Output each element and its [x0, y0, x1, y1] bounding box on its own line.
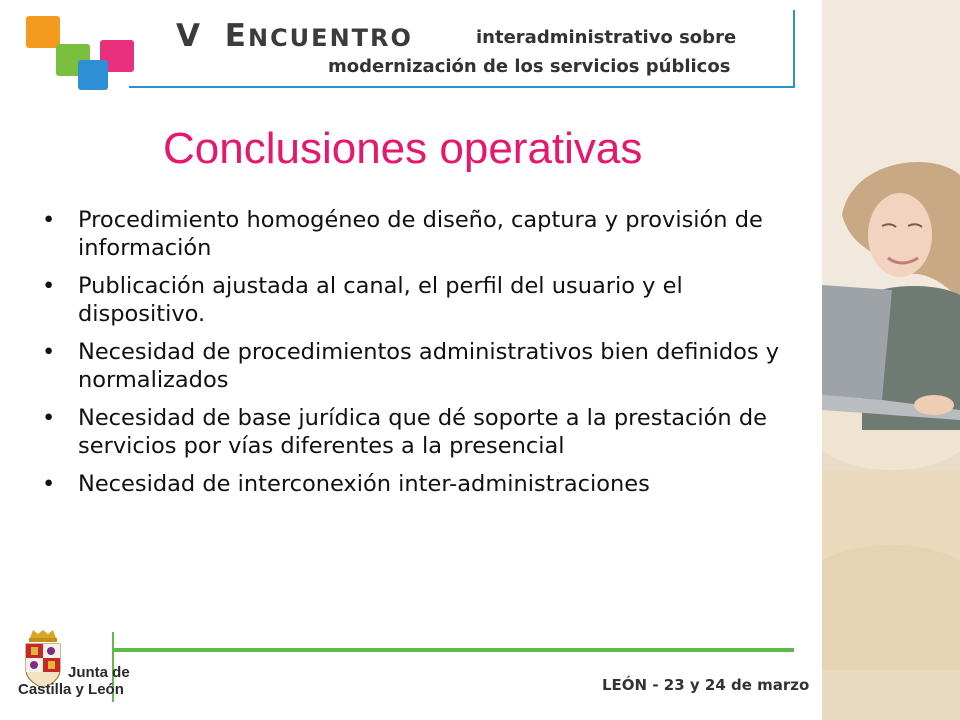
bullet-text: Necesidad de interconexión inter-administraciones: [78, 471, 650, 497]
bullet-item: [40, 404, 800, 460]
bullet-item: [40, 272, 800, 328]
header-vertical-divider: [793, 10, 795, 88]
blue-square: [78, 60, 108, 90]
event-title-numeral: V: [176, 18, 202, 54]
bullet-dot: •: [42, 273, 56, 299]
slide-title: Conclusiones operativas: [163, 124, 643, 173]
bullet-dot: •: [42, 339, 56, 365]
bullet-dot: •: [42, 405, 56, 431]
bullet-item: [40, 470, 800, 498]
event-logo-squares: [26, 16, 138, 92]
bullet-text: Necesidad de base jurídica que dé soporte a la prestación de servicios por vías diferentes a la presencial: [78, 405, 767, 459]
bullet-item: [40, 206, 800, 262]
event-title: [176, 18, 413, 54]
bullet-text: Publicación ajustada al canal, el perfil del usuario y el dispositivo.: [78, 273, 683, 327]
header-divider: [129, 86, 794, 88]
orange-square: [26, 16, 60, 48]
event-date: LEÓN - 23 y 24 de marzo: [602, 676, 810, 694]
bullet-list: [40, 206, 800, 508]
bullet-dot: •: [42, 471, 56, 497]
event-title-initial: E: [224, 18, 248, 54]
bullet-item: [40, 338, 800, 394]
event-title-rest: NCUENTRO: [247, 24, 413, 52]
bullet-text: Necesidad de procedimientos administrativos bien definidos y normalizados: [78, 339, 780, 393]
footer-divider: [113, 648, 794, 652]
logo-line1: Junta de: [68, 664, 130, 681]
woman-with-laptop-photo: [822, 0, 960, 720]
bullet-text: Procedimiento homogéneo de diseño, captura y provisión de información: [78, 207, 763, 261]
logo-line2: Castilla y León: [18, 681, 124, 698]
bullet-dot: •: [42, 207, 56, 233]
photo-illustration: [822, 0, 960, 720]
event-subtitle-line1: interadministrativo sobre: [476, 27, 737, 48]
junta-castilla-leon-logo: [18, 664, 130, 698]
event-subtitle-line2: modernización de los servicios públicos: [328, 56, 731, 77]
